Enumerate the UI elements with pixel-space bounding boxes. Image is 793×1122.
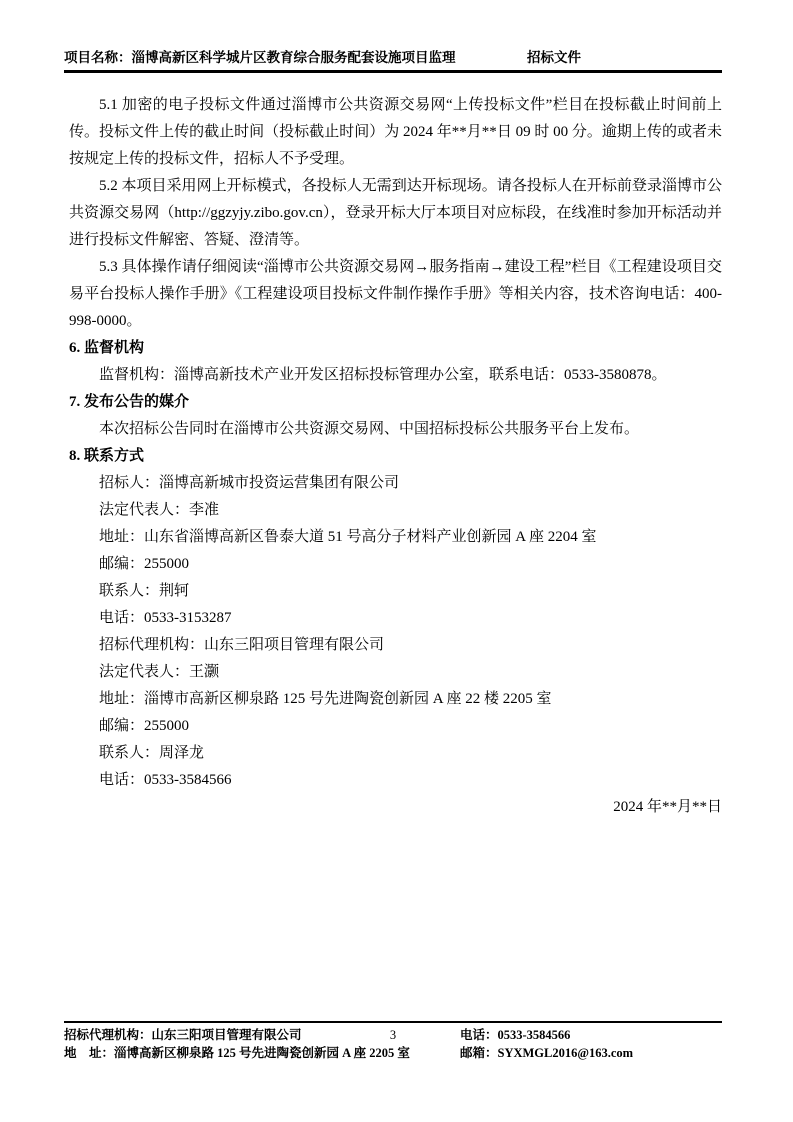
- paragraph-5-2: 5.2 本项目采用网上开标模式，各投标人无需到达开标现场。请各投标人在开标前登录淄博市公共资源交易网（http://ggzyjy.zibo.gov.cn），登录开标大厅本项目对应标段，在线准时参加开标活动并进行投标文件解密、答疑、澄清等。: [69, 178, 722, 248]
- contact-line-legal-rep-2: 法定代表人：王灏: [99, 664, 220, 680]
- contact-line-address-1: 地址：山东省淄博高新区鲁泰大道 51 号高分子材料产业创新园 A 座 2204 室: [99, 529, 597, 545]
- contact-line-phone-1: 电话：0533-3153287: [99, 610, 232, 626]
- footer-address: 地 址：淄博高新区柳泉路 125 号先进陶瓷创新园 A 座 2205 室: [64, 1046, 410, 1060]
- contact-line-tenderer: 招标人：淄博高新城市投资运营集团有限公司: [99, 475, 400, 491]
- paragraph-5-1: 5.1 加密的电子投标文件通过淄博市公共资源交易网“上传投标文件”栏目在投标截止时间前上传。投标文件上传的截止时间（投标截止时间）为 2024 年**月**日 09 时 00 分。逾期上传的或者未按规定上传的投标文件，招标人不予受理。: [69, 97, 722, 167]
- footer-email: 邮箱：SYXMGL2016@163.com: [460, 1046, 634, 1060]
- page-footer: [64, 1026, 722, 1062]
- contact-line-address-2: 地址：淄博市高新区柳泉路 125 号先进陶瓷创新园 A 座 22 楼 2205 室: [99, 691, 552, 707]
- page-number: 3: [389, 1028, 397, 1042]
- footer-row-1: [64, 1026, 722, 1044]
- paragraph-5-3: 5.3 具体操作请仔细阅读“淄博市公共资源交易网→服务指南→建设工程”栏目《工程建设项目交易平台投标人操作手册》《工程建设项目投标文件制作操作手册》等相关内容，技术咨询电话：400-998-0000。: [69, 259, 722, 329]
- header-project-name: 项目名称：淄博高新区科学城片区教育综合服务配套设施项目监理: [64, 50, 456, 65]
- section-8-heading: 8. 联系方式: [69, 448, 145, 464]
- header-doc-type: 招标文件: [527, 50, 581, 65]
- contact-line-postcode-2: 邮编：255000: [99, 718, 190, 734]
- contact-line-agency: 招标代理机构：山东三阳项目管理有限公司: [99, 637, 385, 653]
- footer-rule: [64, 1021, 722, 1023]
- contact-line-contact-person-1: 联系人：荆轲: [99, 583, 190, 599]
- section-6-heading: 6. 监督机构: [69, 340, 145, 356]
- section-7-text: 本次招标公告同时在淄博市公共资源交易网、中国招标投标公共服务平台上发布。: [99, 421, 640, 437]
- contact-line-contact-person-2: 联系人：周泽龙: [99, 745, 205, 761]
- footer-phone: 电话：0533-3584566: [460, 1028, 571, 1042]
- footer-row-2: [64, 1044, 722, 1062]
- footer-agency: 招标代理机构：山东三阳项目管理有限公司: [64, 1028, 302, 1042]
- section-7-heading: 7. 发布公告的媒介: [69, 394, 190, 410]
- header-rule: [64, 70, 722, 73]
- date-line: 2024 年**月**日: [613, 799, 722, 815]
- section-6-text: 监督机构：淄博高新技术产业开发区招标投标管理办公室，联系电话：0533-3580878。: [99, 367, 667, 383]
- page-header: [64, 48, 722, 70]
- document-body: [69, 92, 722, 821]
- contact-line-postcode-1: 邮编：255000: [99, 556, 190, 572]
- contact-line-legal-rep-1: 法定代表人：李准: [99, 502, 220, 518]
- contact-line-phone-2: 电话：0533-3584566: [99, 772, 232, 788]
